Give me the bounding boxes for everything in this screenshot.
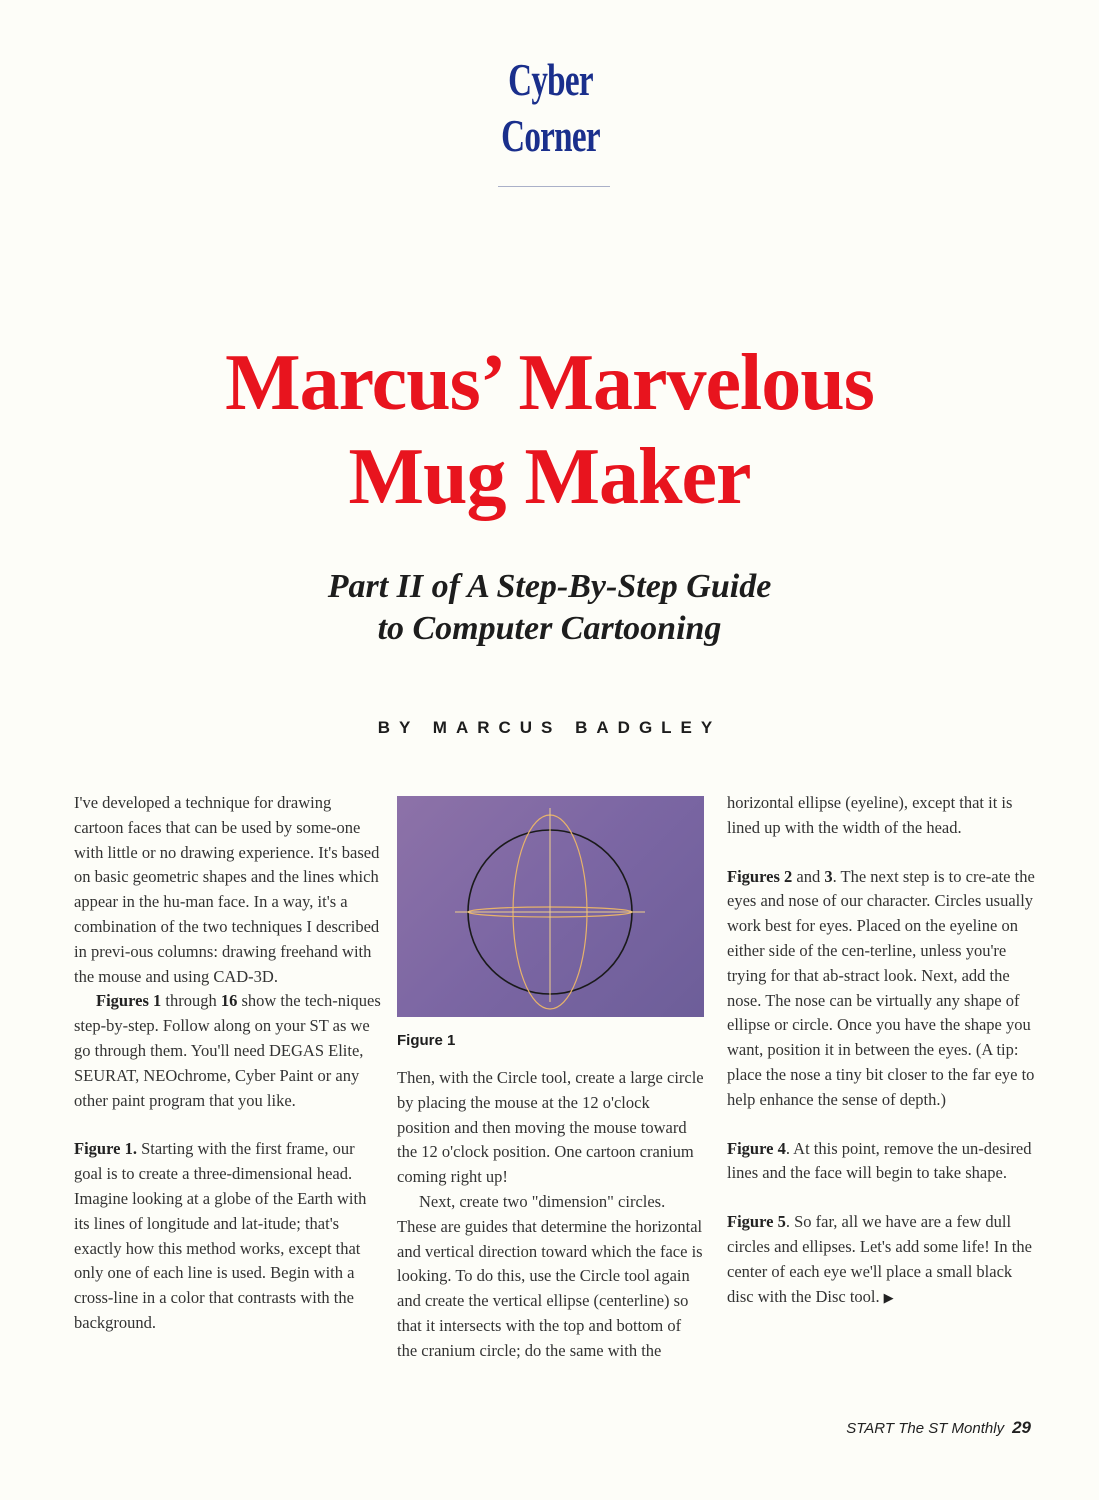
article-title-line2: Mug Maker [348, 433, 751, 521]
paragraph: Next, create two "dimension" circles. These are guides that determine the horizontal and vertical direction toward which the face is looking. To do this, use the Circle tool again and create the vertical ellipse (centerline) so that it intersects with the top and bottom of the cranium circle; do the same with the [397, 1191, 703, 1360]
section-title [155, 52, 946, 164]
section-title-line1: Cyber [508, 54, 593, 105]
figure-ref: Figure 1. [74, 1139, 137, 1159]
text: . So far, all we have are a few dull circles and ellipses. Let's add some life! In the center of each eye we'll place a small black disc with the Disc tool. [727, 1212, 1032, 1306]
figure-1-image [397, 796, 704, 1017]
article-title [0, 336, 1099, 524]
page-footer [846, 1418, 1031, 1438]
paragraph: Then, with the Circle tool, create a large circle by placing the mouse at the 12 o'clock position and then moving the mouse toward the 12 o'clock position. One cartoon cranium coming right up! [397, 1068, 704, 1187]
paragraph [727, 1210, 1035, 1310]
section-title-line2: Corner [501, 110, 600, 161]
text: and [792, 866, 825, 886]
figure-ref: Figures 2 [727, 866, 793, 886]
paragraph [74, 989, 382, 1113]
text: through [161, 991, 221, 1011]
text: show the tech-niques step-by-step. Follow along on your ST as we go through them. You'll need DEGAS Elite, SEURAT, NEOchrome, Cyber Paint or any other paint program that you like. [74, 991, 381, 1110]
article-subtitle-line1: Part II of A Step-By-Step Guide [327, 568, 772, 605]
section-divider [498, 186, 610, 187]
figure-ref: Figure 5 [727, 1212, 786, 1232]
column-2 [397, 1066, 705, 1364]
article-subtitle [0, 566, 1099, 650]
head-construction-drawing [397, 796, 704, 1017]
column-1 [74, 791, 382, 1336]
paragraph: I've developed a technique for drawing cartoon faces that can be used by some-one with little or no drawing experience. It's based on basic geometric shapes and the lines which appear in the hu-man face. In a way, it's a combination of the two techniques I described in previ-ous columns: drawing freehand with the mouse and using CAD-3D. [74, 793, 380, 986]
text: . At this point, remove the un-desired lines and the face will begin to take shape. [727, 1138, 1032, 1183]
article-title-line1: Marcus’ Marvelous [225, 339, 874, 427]
page-number: 29 [1012, 1418, 1031, 1437]
text: Starting with the first frame, our goal is to create a three-dimensional head. Imagine looking at a globe of the Earth with its lines of longitude and lat-itude; that's exactly how this method works, except that only one of each line is used. Begin with a cross-line in a color that contrasts with the background. [74, 1139, 367, 1332]
article-subtitle-line2: to Computer Cartooning [377, 610, 722, 647]
figure-ref: Figure 4 [727, 1138, 786, 1158]
figure-ref: 16 [220, 991, 238, 1011]
figure-ref: 3 [824, 866, 833, 886]
figure-ref: Figures 1 [96, 991, 162, 1011]
text: . The next step is to cre-ate the eyes and nose of our character. Circles usually work best for eyes. Placed on the eyeline on either side of the cen-terline, unless you're trying for that ab-stract look. Next, add the nose. The nose can be virtually any shape of ellipse or circle. Once you have the shape you want, position it in between the eyes. (A tip: place the nose a tiny bit closer to the far eye to help enhance the sense of depth.) [727, 866, 1035, 1109]
magazine-name: START The ST Monthly [846, 1420, 1005, 1437]
paragraph [74, 1137, 382, 1335]
column-3 [727, 791, 1035, 1310]
figure-caption: Figure 1 [397, 1032, 456, 1049]
byline: BY MARCUS BADGLEY [377, 718, 722, 737]
paragraph: horizontal ellipse (eyeline), except that it is lined up with the width of the head. [727, 793, 1013, 837]
paragraph [727, 865, 1035, 1113]
paragraph [727, 1137, 1035, 1187]
continue-arrow-icon: ▶ [883, 1289, 894, 1305]
